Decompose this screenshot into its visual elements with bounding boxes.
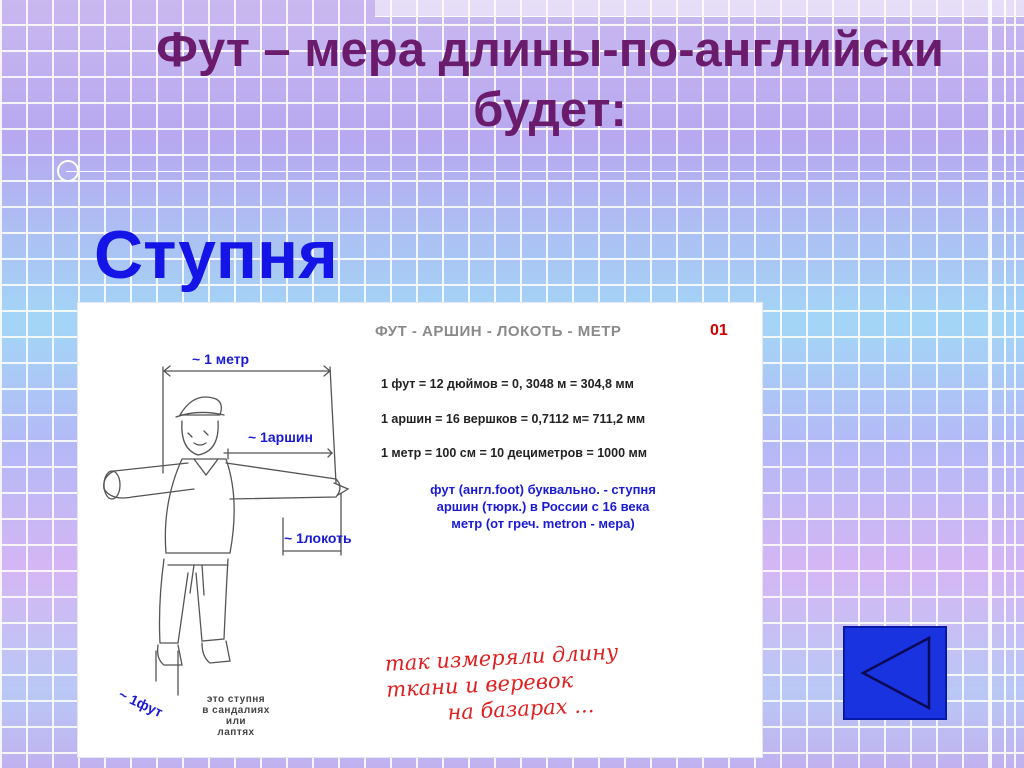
panel-title: ФУТ - АРШИН - ЛОКОТЬ - МЕТР (375, 323, 622, 340)
measure-illustration-panel (77, 302, 763, 758)
foot-note (186, 694, 286, 738)
slide-answer: Ступня (94, 217, 338, 293)
handwritten-line: ткани и веревок (385, 668, 574, 702)
label-elbow: ~ 1локоть (284, 530, 352, 546)
etymology-block (378, 481, 708, 532)
back-nav-button[interactable] (843, 626, 947, 720)
foot-note-line: в сандалиях (202, 705, 270, 716)
fact-meter: 1 метр = 100 см = 10 дециметров = 1000 мм (381, 446, 647, 460)
label-foot: ~ 1фут (116, 686, 166, 721)
foot-note-line: это ступня (206, 694, 266, 705)
fact-foot: 1 фут = 12 дюймов = 0, 3048 м = 304,8 мм (381, 377, 634, 391)
panel-number: 01 (710, 322, 728, 339)
foot-note-line: лаптях (217, 727, 255, 738)
triangle-left-icon (845, 628, 945, 718)
decor-vline (1004, 0, 1006, 768)
handwritten-note (384, 635, 688, 729)
fact-arshin: 1 аршин = 16 вершков = 0,7112 м= 711,2 мм (381, 412, 646, 426)
handwritten-line: так измеряли длину (384, 639, 619, 676)
decor-hline (66, 171, 1024, 172)
handwritten-line: на базарах ... (446, 693, 595, 725)
etymology-line: аршин (тюрк.) в России с 16 века (436, 499, 650, 514)
etymology-line: метр (от греч. metron - мера) (451, 516, 635, 531)
foot-note-line: или (225, 716, 247, 727)
etymology-line: фут (англ.foot) буквально. - ступня (430, 482, 656, 497)
decor-ring-icon (57, 160, 79, 182)
slide-title: Фут – мера длины-по-английски будет: (156, 23, 944, 137)
label-meter: ~ 1 метр (192, 351, 250, 367)
label-arshin: ~ 1аршин (248, 429, 313, 445)
top-decor-band (375, 0, 1024, 17)
decor-vline (990, 0, 992, 768)
